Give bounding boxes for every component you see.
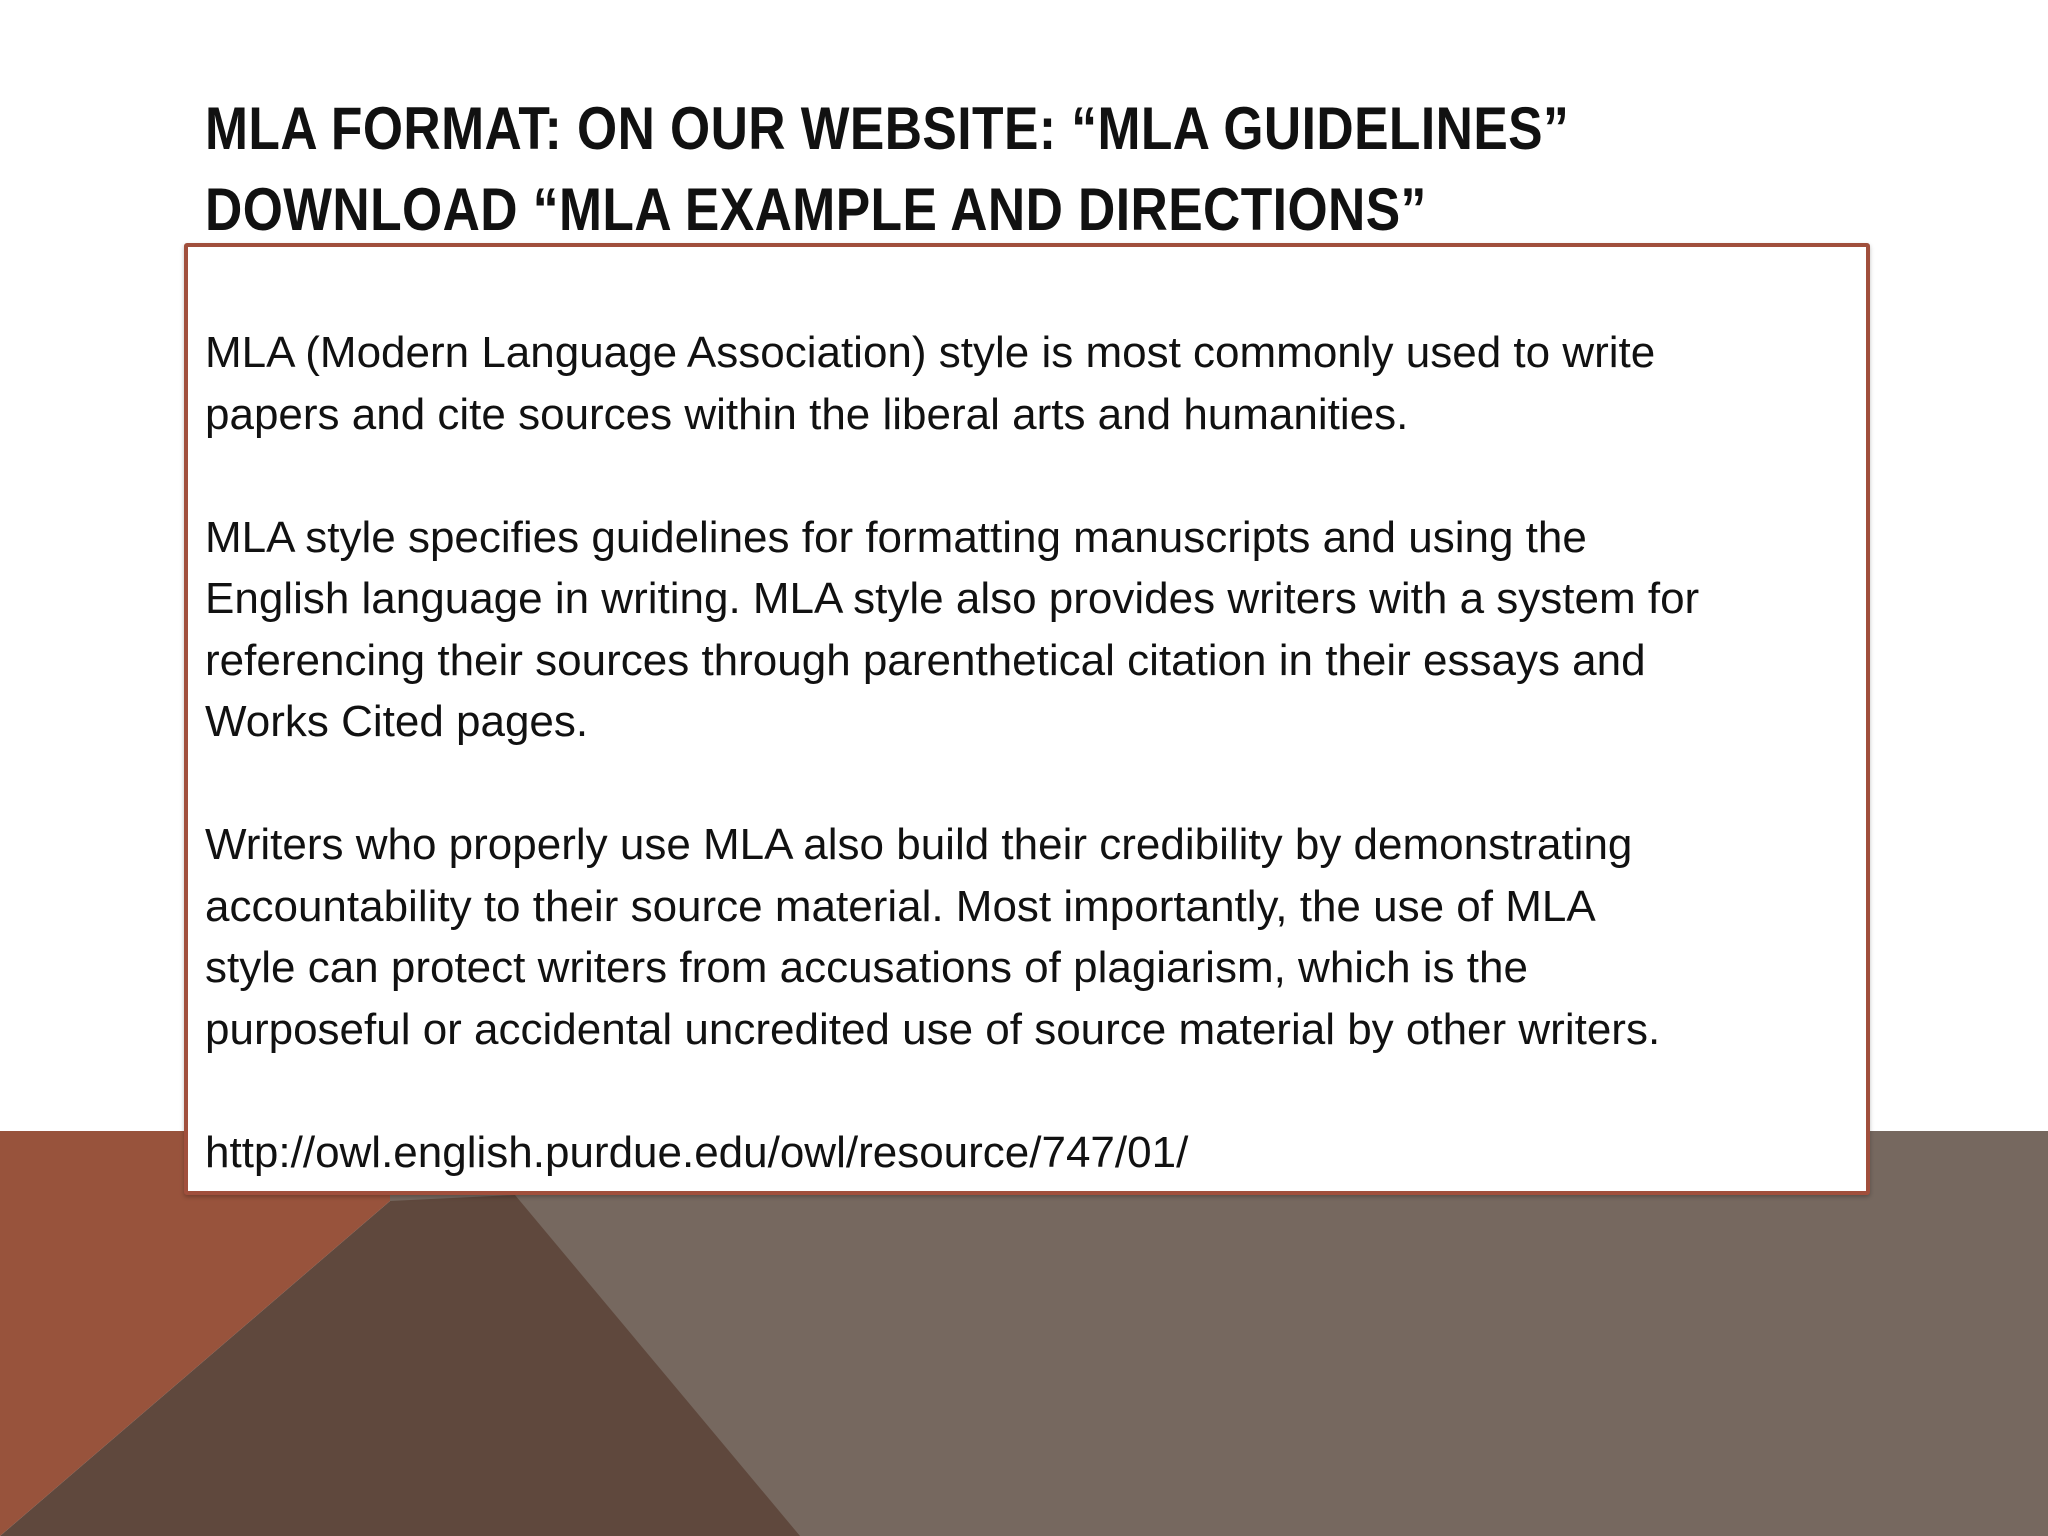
title-line-1: MLA FORMAT: ON OUR WEBSITE: “MLA GUIDELINES” (205, 95, 1570, 162)
body-text (205, 322, 1865, 1183)
title-line-2: DOWNLOAD “MLA EXAMPLE AND DIRECTIONS” (205, 176, 1427, 243)
paragraph-mla-credibility: Writers who properly use MLA also build their credibility by demonstrating accountability to their source material. Most importantly, the use of MLA style can protect writers from accusations of plagiarism, which is the purposeful or accidental uncredited use of source material by other writers. (205, 820, 1661, 1054)
slide-title (205, 88, 1667, 250)
source-url: http://owl.english.purdue.edu/owl/resource/747/01/ (205, 1127, 1189, 1177)
paragraph-mla-guidelines: MLA style specifies guidelines for formatting manuscripts and using the English language in writing. MLA style also provides writers with a system for referencing their sources through parenthetical citation in their essays and Works Cited pages. (205, 512, 1700, 746)
paragraph-mla-definition: MLA (Modern Language Association) style is most commonly used to write papers and cite sources within the liberal arts and humanities. (205, 328, 1656, 439)
